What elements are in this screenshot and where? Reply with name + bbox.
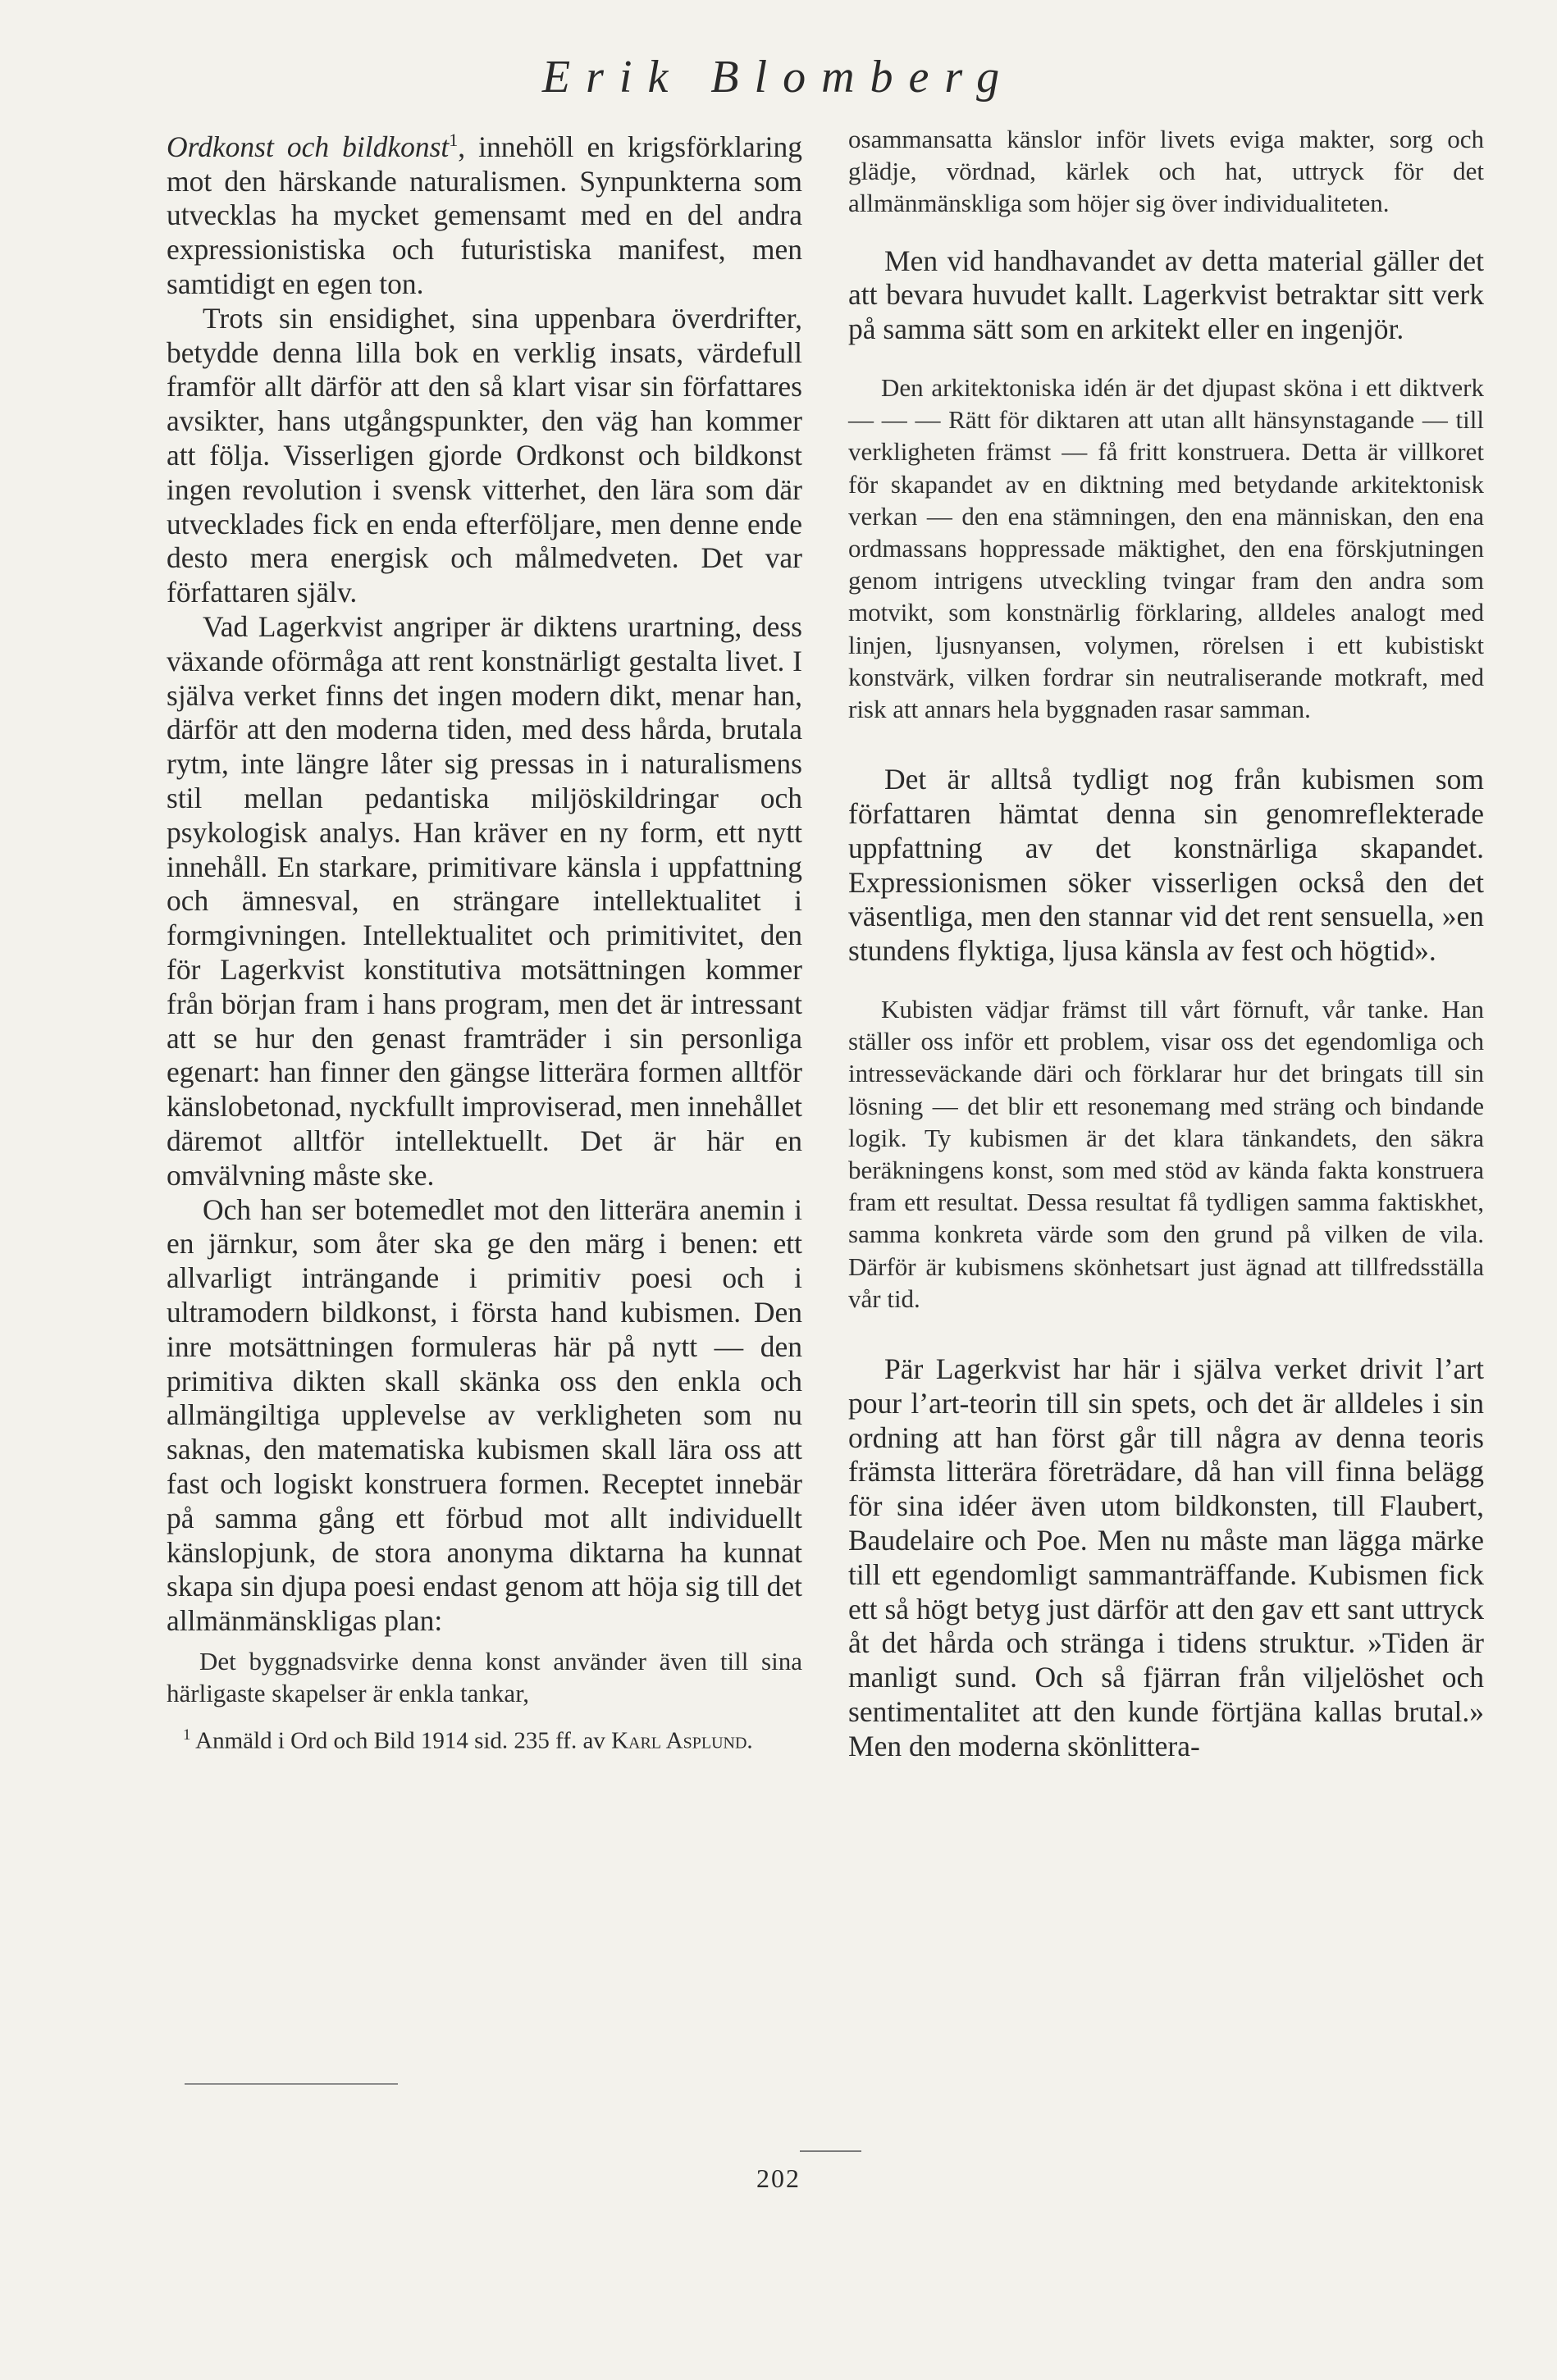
block-quote: Den arkitektoniska idén är det djupast sköna i ett diktverk — — — Rätt för diktaren att utan allt hänsynstagande — till verkligheten främst — få fritt konstruera. Detta är villkoret för skapandet av en diktning med betydande arkitektonisk verkan — den ena stämningen, den ena människan, den ena ordmassans hoppressade mäktighet, den ena förskjutningen genom intrigens utveckling tvingar fram den andra som motvikt, som konstnärlig förklaring, alldeles analogt med linjen, ljusnyansen, volymen, rörelsen i ett kubistiskt konstvärk, vilken fordrar sin neutraliserande motkraft, med risk att annars hela byggnaden rasar samman.: [848, 373, 1484, 724]
paragraph-body: Trots sin ensidighet, sina uppenbara överdrifter, betydde denna lilla bok en verklig insats, värdefull framför allt därför att den så klart visar sin författares avsikter, hans utgångspunkter, den väg han kommer att följa. Visserligen gjorde Ordkonst och bildkonst ingen revolution i svensk vitterhet, den lära som där utvecklades fick en enda efterföljare, men denne ende desto mera energisk och målmedveten. Det var författaren själv.: [167, 301, 802, 609]
footnote-author: Karl Asplund.: [611, 1727, 753, 1754]
footnote: [167, 1721, 802, 1756]
book-title: Ordkonst och bildkonst: [167, 130, 450, 163]
block-quote-continued: osammansatta känslor inför livets eviga makter, sorg och glädje, vördnad, kärlek och hat, uttryck för det allmänmänskliga som höjer sig över individualiteten.: [848, 125, 1484, 218]
running-header: Erik Blomberg: [541, 52, 1016, 103]
paragraph-intro: [167, 123, 802, 302]
paragraph-body: Vad Lagerkvist angriper är diktens urartning, dess växande oförmåga att rent konstnärligt gestalta livet. I själva verket finns det ingen modern dikt, menar han, därför att den moderna tiden, med dess hårda, brutala rytm, inte längre låter sig pressas in i naturalismens stil mellan pedantiska miljöskildringar och psykologisk analys. Han kräver en ny form, ett nytt innehåll. En starkare, primitivare känsla i uppfattning och ämnesval, en strängare intellektualitet i formgivningen. Intellektualitet och primitivitet, den för Lagerkvist konstitutiva motsättningen kommer från början fram i hans program, men det är intressant att se hur den genast framträder i sin personliga egenart: han finner den gängse litterära formen alltför känslobetonad, nyckfullt improviserad, men innehållet däremot alltför intellektuellt. Det är här en omvälvning måste ske.: [167, 609, 802, 1192]
page-number-rule: [800, 2150, 861, 2152]
paragraph-body: Pär Lagerkvist har här i själva verket drivit l’art pour l’art-teorin till sin spets, och det är alldeles i sin ordning att han först går till några av denna teoris främsta litterära företrädare, då han vill finna belägg för sina idéer även utom bildkonsten, till Flaubert, Baudelaire och Poe. Men nu måste man lägga märke till ett egendomligt sammanträffande. Kubismen fick ett så högt betyg just därför att den gav ett sant uttryck åt det hårda och stränga i tidens struktur. »Tiden är manligt sund. Och så fjärran från viljelöshet och sentimentalitet att den kunde förtjäna kallas brutal.» Men den moderna skönlittera-: [848, 1352, 1484, 1762]
footnote-text: Anmäld i Ord och Bild 1914 sid. 235 ff. av: [195, 1727, 605, 1754]
paragraph-body: Men vid handhavandet av detta material gäller det att bevara huvudet kallt. Lagerkvist betraktar sitt verk på samma sätt som en arkitekt eller en ingenjör.: [848, 244, 1484, 346]
page-number: 202: [756, 2163, 801, 2193]
right-column: [848, 123, 1484, 1764]
footnote-divider: [185, 2083, 398, 2085]
left-column: [167, 123, 802, 1756]
block-quote: Det byggnadsvirke denna konst använder även till sina härligaste skapelser är enkla tankar,: [167, 1646, 802, 1708]
paragraph-body: Och han ser botemedlet mot den litterära anemin i en järnkur, som åter ska ge den märg i benen: ett allvarligt inträngande i primitiv poesi och i ultramodern bildkonst, i första hand kubismen. Den inre motsättningen formuleras här på nytt — den primitiva dikten skall skänka oss den enkla och allmängiltiga upplevelse av verkligheten som nu saknas, den matematiska kubismen skall lära oss att fast och logiskt konstruera formen. Receptet innebär på samma gång ett förbud mot allt individuellt känslopjunk, de stora anonyma diktarna ha kunnat skapa sin djupa poesi endast genom att höja sig till det allmänmänskligas plan:: [167, 1192, 802, 1638]
footnote-mark: 1: [183, 1726, 191, 1744]
paragraph-body: Det är alltså tydligt nog från kubismen som författaren hämtat denna sin genomreflekterade uppfattning av det konstnärliga skapandet. Expressionismen söker visserligen också den det väsentliga, men den stannar vid det rent sensuella, »en stundens flyktiga, ljusa känsla av fest och högtid».: [848, 763, 1484, 968]
block-quote: Kubisten vädjar främst till vårt förnuft, vår tanke. Han ställer oss inför ett problem, visar oss det egendomliga och intresseväckande däri och förklarar hur det bringats till sin lösning — det blir ett resonemang med sträng och bindande logik. Ty kubismen är det klara tänkandets, den säkra beräkningens konst, som med stöd av kända fakta konstruera fram ett resultat. Dessa resultat få tydligen samma faktiskhet, samma konkreta värde som den grund på vilken de vila. Därför är kubismens skönhetsart just ägnad att tillfredsställa vår tid.: [848, 995, 1484, 1313]
paragraph-intro-text: , innehöll en krigsförklaring mot den härskande naturalismen. Synpunkterna som utvecklas ha mycket gemensamt med en del andra expressionistiska och futuristiska manifest, men samtidigt en egen ton.: [167, 130, 802, 301]
footnote-reference: 1: [449, 130, 459, 150]
